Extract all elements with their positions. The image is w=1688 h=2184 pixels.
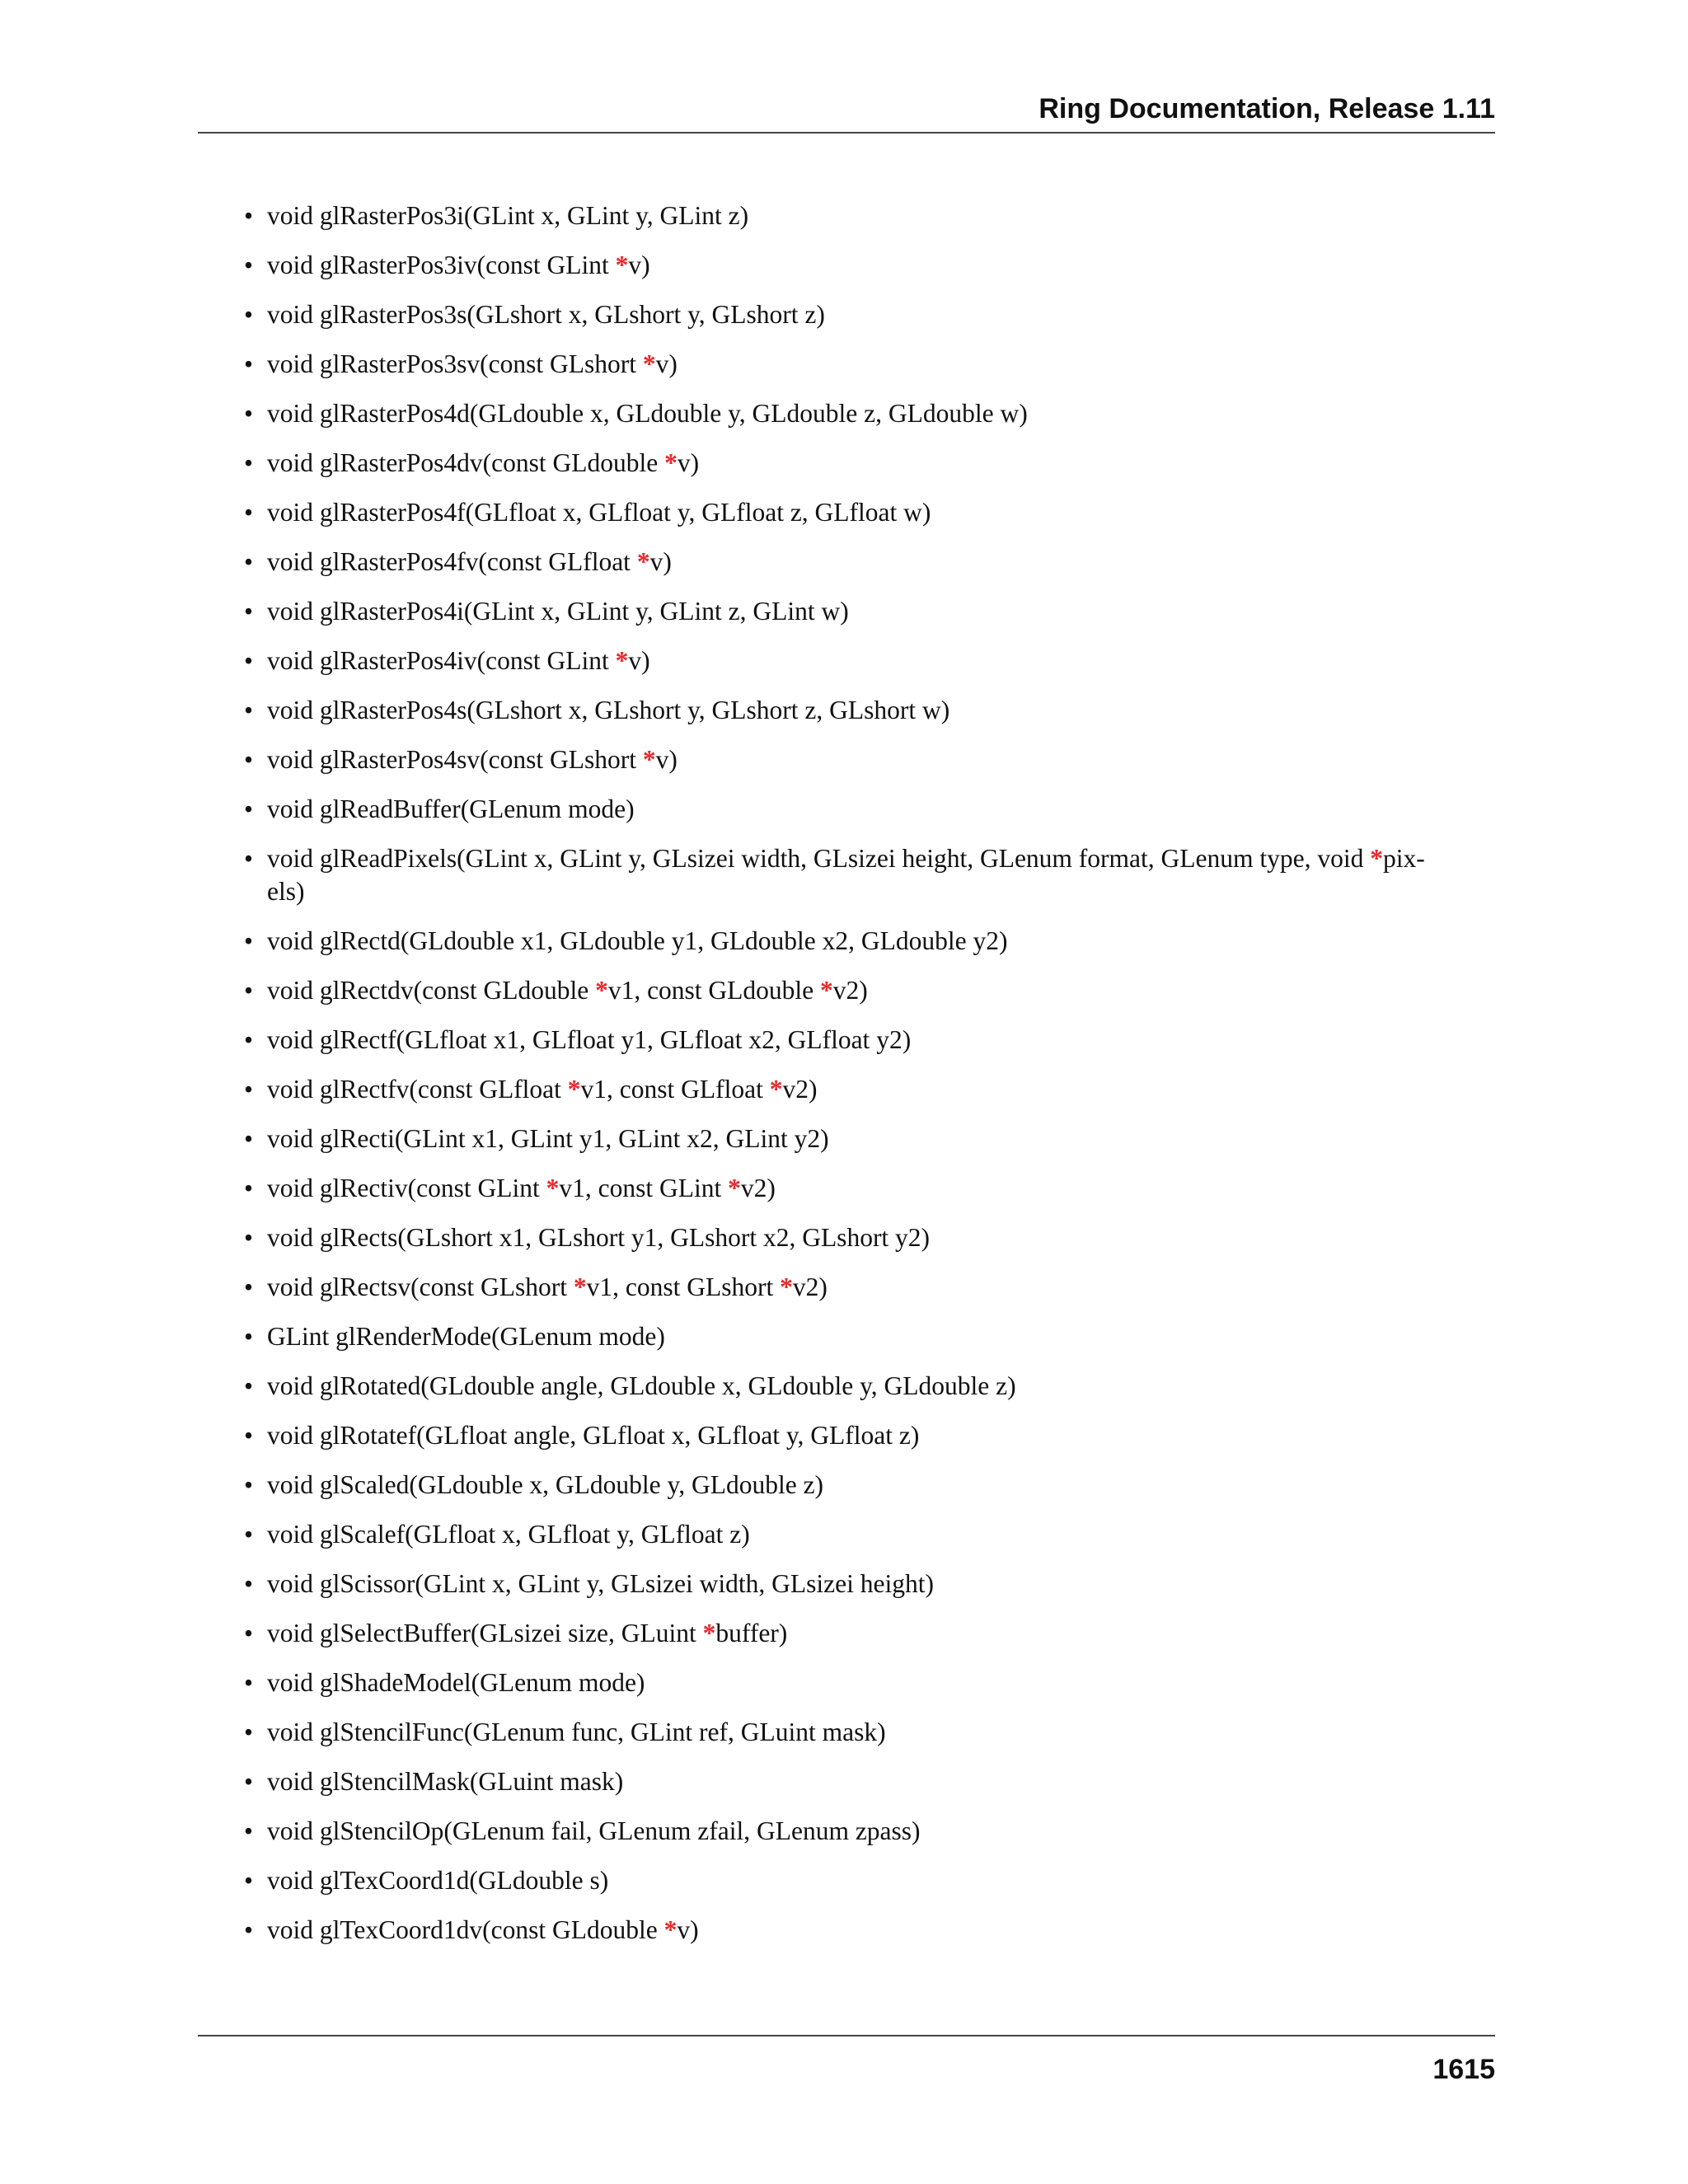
list-item [198, 842, 1495, 908]
signature-text: v) [628, 646, 650, 675]
list-item [198, 1815, 1495, 1848]
function-list [198, 199, 1495, 1963]
signature-text: void glStencilOp(GLenum fail, GLenum zfail, GLenum zpass) [267, 1816, 921, 1845]
list-item [198, 348, 1495, 381]
bullet-icon: • [244, 794, 254, 823]
bullet-icon: • [244, 597, 254, 626]
pointer-asterisk: * [664, 448, 678, 477]
list-item [198, 1073, 1495, 1106]
signature-text: void glReadBuffer(GLenum mode) [267, 794, 635, 823]
list-item [198, 1419, 1495, 1452]
list-item [198, 1320, 1495, 1353]
signature-text: GLint glRenderMode(GLenum mode) [267, 1322, 665, 1351]
signature-text: v2) [740, 1174, 776, 1202]
bullet-icon: • [244, 1174, 254, 1202]
signature-text: void glRasterPos4s(GLshort x, GLshort y, GLshort z, GLshort w) [267, 696, 950, 724]
signature-text: void glScaled(GLdouble x, GLdouble y, GLdouble z) [267, 1470, 824, 1499]
signature-text: v1, const GLshort [586, 1272, 781, 1301]
list-item [198, 1469, 1495, 1502]
signature-text: void glRasterPos3sv(const GLshort [267, 349, 643, 378]
pointer-asterisk: * [769, 1075, 783, 1104]
bullet-icon: • [244, 844, 254, 873]
list-item [198, 1122, 1495, 1155]
signature-text: void glRectd(GLdouble x1, GLdouble y1, GLdouble x2, GLdouble y2) [267, 926, 1008, 955]
signature-text: void glRasterPos4iv(const GLint [267, 646, 616, 675]
list-item [198, 1568, 1495, 1601]
signature-text: void glStencilFunc(GLenum func, GLint ref, GLuint mask) [267, 1718, 886, 1746]
signature-text: void glTexCoord1dv(const GLdouble [267, 1915, 664, 1944]
bullet-icon: • [244, 1718, 254, 1746]
signature-text: v) [677, 448, 700, 477]
signature-text: v) [649, 547, 672, 576]
list-item [198, 447, 1495, 480]
page-number: 1615 [1432, 2054, 1495, 2085]
pointer-asterisk: * [573, 1272, 587, 1301]
list-item [198, 249, 1495, 282]
signature-text: void glRectiv(const GLint [267, 1174, 546, 1202]
signature-text: void glRasterPos3iv(const GLint [267, 251, 616, 279]
pointer-asterisk: * [642, 349, 656, 378]
signature-text: void glRasterPos4i(GLint x, GLint y, GLint z, GLint w) [267, 597, 849, 626]
pointer-asterisk: * [780, 1272, 793, 1301]
bullet-icon: • [244, 1223, 254, 1252]
bullet-icon: • [244, 201, 254, 230]
page-header [198, 92, 1495, 134]
signature-text: void glSelectBuffer(GLsizei size, GLuint [267, 1619, 703, 1647]
pointer-asterisk: * [615, 646, 629, 675]
signature-text: void glRasterPos4sv(const GLshort [267, 745, 643, 774]
bullet-icon: • [244, 1124, 254, 1153]
signature-text: v2) [832, 976, 868, 1005]
signature-text: void glShadeModel(GLenum mode) [267, 1668, 645, 1697]
signature-text: v) [655, 349, 678, 378]
signature-text: v) [655, 745, 678, 774]
pointer-asterisk: * [636, 547, 650, 576]
list-item [198, 793, 1495, 826]
list-item [198, 1914, 1495, 1947]
list-item [198, 1221, 1495, 1254]
list-item [198, 974, 1495, 1007]
page-footer [198, 2035, 1495, 2085]
bullet-icon: • [244, 1569, 254, 1598]
signature-text: void glRectsv(const GLshort [267, 1272, 574, 1301]
pointer-asterisk: * [1370, 844, 1383, 873]
pointer-asterisk: * [567, 1075, 581, 1104]
bullet-icon: • [244, 448, 254, 477]
bullet-icon: • [244, 1816, 254, 1845]
list-item [198, 743, 1495, 776]
header-title: Ring Documentation, Release 1.11 [1039, 93, 1495, 124]
list-item [198, 1172, 1495, 1205]
bullet-icon: • [244, 349, 254, 378]
signature-text: v) [628, 251, 650, 279]
signature-text: void glRectdv(const GLdouble [267, 976, 596, 1005]
signature-text: void glRects(GLshort x1, GLshort y1, GLshort x2, GLshort y2) [267, 1223, 931, 1252]
bullet-icon: • [244, 1421, 254, 1450]
signature-text: void glRasterPos3s(GLshort x, GLshort y, GLshort z) [267, 300, 825, 329]
bullet-icon: • [244, 1767, 254, 1796]
bullet-icon: • [244, 976, 254, 1005]
list-item [198, 1617, 1495, 1650]
signature-text: void glRasterPos4f(GLfloat x, GLfloat y, GLfloat z, GLfloat w) [267, 498, 931, 527]
signature-text: pix- els) [267, 844, 1425, 906]
signature-text: v2) [792, 1272, 828, 1301]
list-item [198, 925, 1495, 958]
pointer-asterisk: * [595, 976, 608, 1005]
bullet-icon: • [244, 1322, 254, 1351]
bullet-icon: • [244, 1371, 254, 1400]
signature-text: v1, const GLfloat [580, 1075, 770, 1104]
signature-text: void glTexCoord1d(GLdouble s) [267, 1866, 609, 1895]
list-item [198, 496, 1495, 529]
list-item [198, 397, 1495, 430]
pointer-asterisk: * [546, 1174, 560, 1202]
list-item [198, 1370, 1495, 1403]
list-item [198, 1518, 1495, 1551]
signature-text: void glRecti(GLint x1, GLint y1, GLint x2, GLint y2) [267, 1124, 829, 1153]
bullet-icon: • [244, 696, 254, 724]
bullet-icon: • [244, 926, 254, 955]
signature-text: void glRotatef(GLfloat angle, GLfloat x, GLfloat y, GLfloat z) [267, 1421, 920, 1450]
signature-text: void glReadPixels(GLint x, GLint y, GLsizei width, GLsizei height, GLenum format, GLenum type, void [267, 844, 1371, 873]
bullet-icon: • [244, 1272, 254, 1301]
bullet-icon: • [244, 745, 254, 774]
list-item [198, 199, 1495, 232]
list-item [198, 1666, 1495, 1699]
signature-text: v2) [782, 1075, 818, 1104]
bullet-icon: • [244, 399, 254, 428]
list-item [198, 1024, 1495, 1057]
list-item [198, 694, 1495, 727]
signature-text: void glStencilMask(GLuint mask) [267, 1767, 624, 1796]
signature-text: void glScalef(GLfloat x, GLfloat y, GLfloat z) [267, 1520, 750, 1549]
list-item [198, 1716, 1495, 1749]
list-item [198, 595, 1495, 628]
bullet-icon: • [244, 1470, 254, 1499]
signature-text: void glRasterPos3i(GLint x, GLint y, GLint z) [267, 201, 749, 230]
signature-text: void glRotated(GLdouble angle, GLdouble x, GLdouble y, GLdouble z) [267, 1371, 1016, 1400]
signature-text: v1, const GLdouble [607, 976, 821, 1005]
bullet-icon: • [244, 300, 254, 329]
pointer-asterisk: * [702, 1619, 716, 1647]
signature-text: void glScissor(GLint x, GLint y, GLsizei width, GLsizei height) [267, 1569, 934, 1598]
list-item [198, 298, 1495, 331]
signature-text: buffer) [715, 1619, 788, 1647]
bullet-icon: • [244, 1915, 254, 1944]
list-item [198, 644, 1495, 677]
signature-text: v1, const GLint [559, 1174, 729, 1202]
bullet-icon: • [244, 1668, 254, 1697]
bullet-icon: • [244, 547, 254, 576]
pointer-asterisk: * [728, 1174, 741, 1202]
pointer-asterisk: * [663, 1915, 678, 1944]
signature-text: void glRasterPos4fv(const GLfloat [267, 547, 637, 576]
signature-text: void glRasterPos4d(GLdouble x, GLdouble y, GLdouble z, GLdouble w) [267, 399, 1028, 428]
signature-text: void glRectfv(const GLfloat [267, 1075, 568, 1104]
bullet-icon: • [244, 1520, 254, 1549]
bullet-icon: • [244, 1075, 254, 1104]
list-item [198, 546, 1495, 579]
signature-text: v) [677, 1915, 699, 1944]
list-item [198, 1271, 1495, 1304]
signature-text: void glRectf(GLfloat x1, GLfloat y1, GLfloat x2, GLfloat y2) [267, 1025, 912, 1054]
bullet-icon: • [244, 251, 254, 279]
pointer-asterisk: * [820, 976, 833, 1005]
list-item [198, 1864, 1495, 1897]
bullet-icon: • [244, 1866, 254, 1895]
list-item [198, 1765, 1495, 1798]
bullet-icon: • [244, 1025, 254, 1054]
pointer-asterisk: * [615, 251, 629, 279]
pointer-asterisk: * [642, 745, 656, 774]
bullet-icon: • [244, 498, 254, 527]
signature-text: void glRasterPos4dv(const GLdouble [267, 448, 665, 477]
bullet-icon: • [244, 1619, 254, 1647]
bullet-icon: • [244, 646, 254, 675]
